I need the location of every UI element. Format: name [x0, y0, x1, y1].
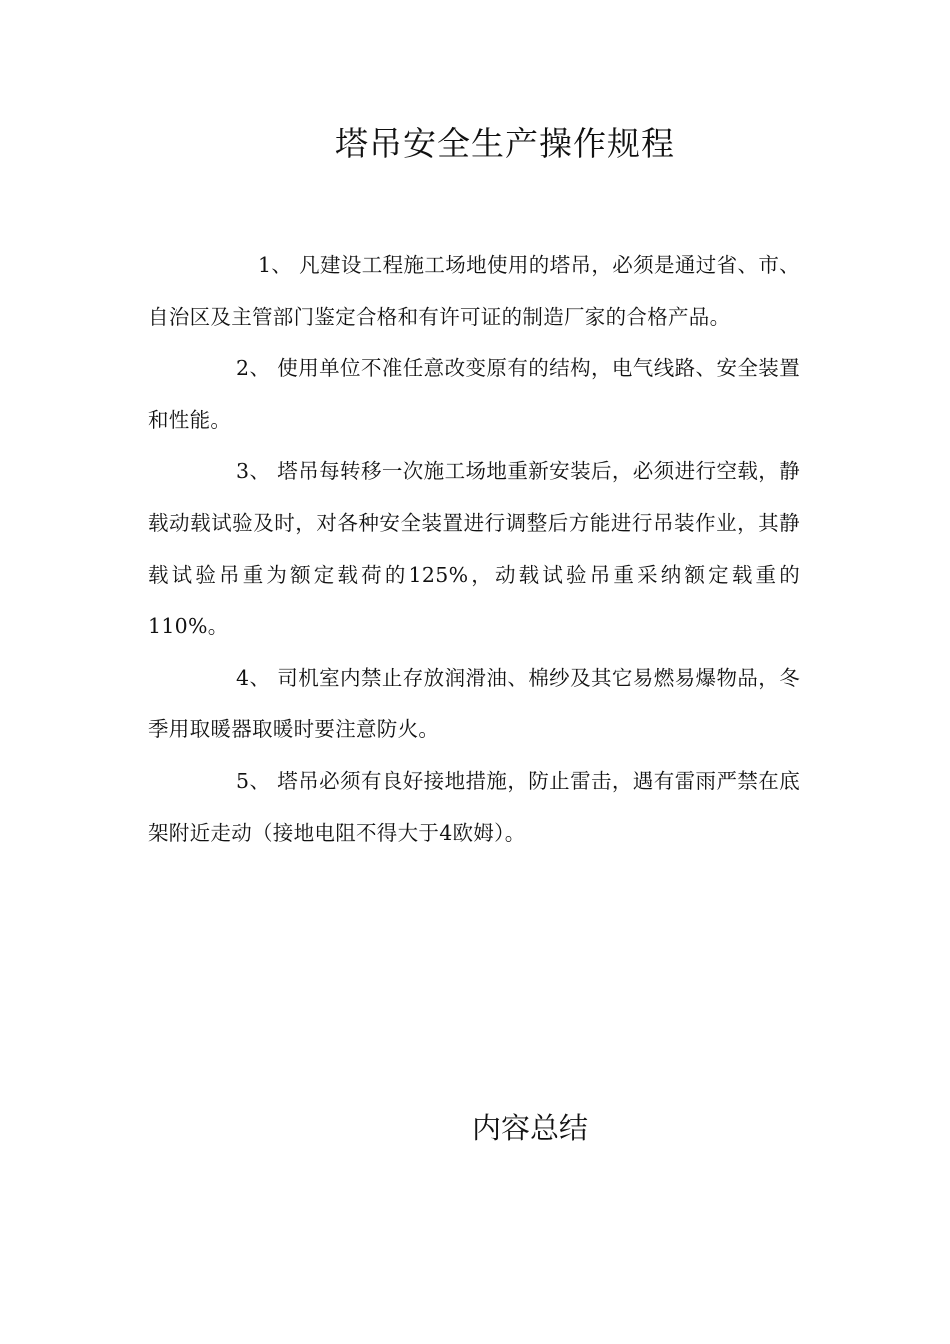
- document-title: 塔吊安全生产操作规程: [335, 124, 675, 163]
- rule-paragraph-5: 5、 塔吊必须有良好接地措施，防止雷击，遇有雷雨严禁在底架附近走动（接地电阻不得大于4欧姆）。: [148, 768, 800, 845]
- document-body: [148, 240, 800, 859]
- rule-paragraph-2: 2、 使用单位不准任意改变原有的结构，电气线路、安全装置和性能。: [148, 356, 800, 432]
- summary-heading: 内容总结: [471, 1111, 588, 1145]
- rule-paragraph-3: 3、 塔吊每转移一次施工场地重新安装后，必须进行空载，静载动载试验及时，对各种安全装置进行调整后方能进行吊装作业，其静载试验吊重为额定载荷的125%，动载试验吊重采纳额定载重的110%。: [148, 459, 800, 639]
- rule-paragraph-1: 1、 凡建设工程施工场地使用的塔吊，必须是通过省、市、自治区及主管部门鉴定合格和有许可证的制造厂家的合格产品。: [148, 253, 800, 329]
- rule-paragraph-4: 4、 司机室内禁止存放润滑油、棉纱及其它易燃易爆物品，冬季用取暖器取暖时要注意防火。: [148, 665, 800, 742]
